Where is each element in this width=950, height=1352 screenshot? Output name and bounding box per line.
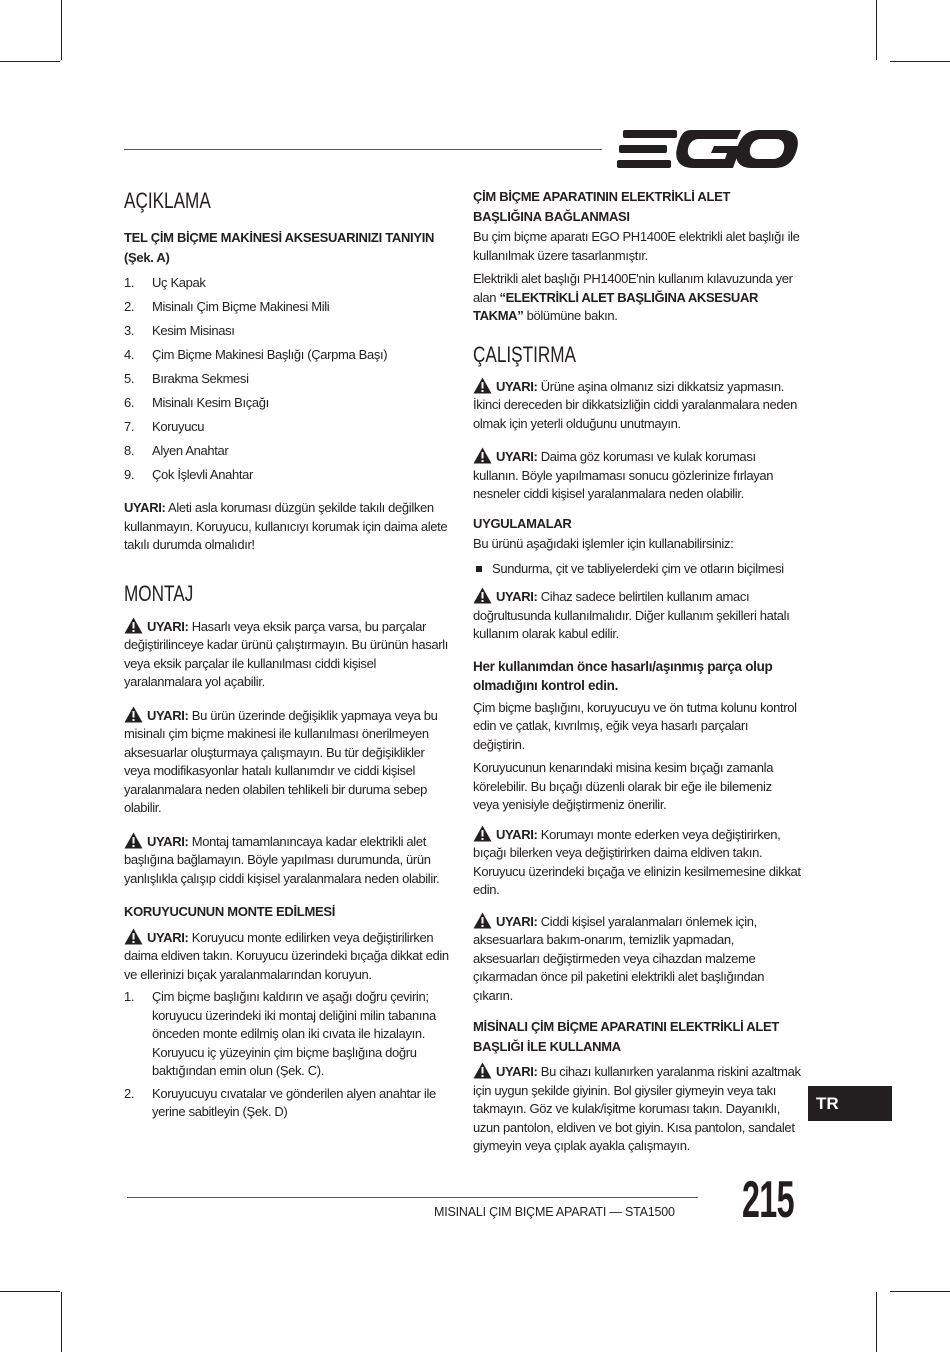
section-title-assembly: MONTAJ bbox=[124, 580, 194, 606]
section-title-description: AÇIKLAMA bbox=[124, 188, 211, 213]
parts-list-item-number: 7. bbox=[124, 419, 135, 434]
warning-text: Montaj tamamlanıncaya kadar elektrikli alet başlığına bağlamayın. Böyle yapılması durumunda, ürün yanlışlıkla çalışıp ciddi kişisel yaralanmalara neden olabilir. bbox=[124, 833, 440, 886]
parts-list-item-number: 9. bbox=[124, 467, 135, 482]
check-paragraph-2: Koruyucunun kenarındaki misina kesim bıçağı zamanla körelebilir. Bu bıçağı düzenli olarak bir eğe ile bilemeniz veya yenisiyle değiştirmeniz önerilir. bbox=[473, 760, 774, 812]
parts-list-item bbox=[124, 271, 450, 295]
parts-list-item-text: Çim Biçme Makinesi Başlığı (Çarpma Başı) bbox=[152, 347, 388, 362]
crop-mark bbox=[61, 0, 62, 60]
warning-label: UYARI: bbox=[147, 707, 189, 723]
parts-list-item-text: Bırakma Sekmesi bbox=[152, 371, 249, 386]
warning-label: UYARI: bbox=[147, 618, 189, 634]
warning-paragraph bbox=[473, 912, 801, 1006]
warning-text: Bu ürün üzerinde değişiklik yapmaya veya bu misinalı çim biçme makinesi ile kullanılması önerilmeyen aksesuarlar oluşturmaya çalışmayın. Bu tür değişiklikler veya modifikasyonlar hatalı kullanımdır ve ciddi kişisel yaralanmalara neden olabilen tehlikeli bir duruma sebep olabilir. bbox=[124, 707, 438, 815]
parts-list-item bbox=[124, 367, 450, 391]
parts-list-item-number: 2. bbox=[124, 299, 135, 314]
warning-label: UYARI: bbox=[124, 500, 166, 515]
crop-mark bbox=[876, 1292, 877, 1352]
connect-paragraph-2 bbox=[473, 270, 801, 326]
parts-list-item-number: 3. bbox=[124, 323, 135, 338]
warning-text: Koruyucu monte edilirken veya değiştirilirken daima eldiven takın. Koruyucu üzerindeki bıçağa dikkat edin ve ellerinizi bıçak yaralanmalarından koruyun. bbox=[124, 929, 449, 982]
connect-text: Elektrikli alet başlığı PH1400E'nin kullanım kılavuzunda yer alan bbox=[473, 271, 793, 305]
warning-label: UYARI: bbox=[496, 589, 538, 604]
parts-list-item-text: Çok İşlevli Anahtar bbox=[152, 467, 254, 482]
use-heading: MİSİNALI ÇİM BİÇME APARATINI ELEKTRİKLİ ALET BAŞLIĞI İLE KULLANMA bbox=[473, 1019, 780, 1054]
connect-paragraph-1: Bu çim biçme aparatı EGO PH1400E elektrikli alet başlığı ile kullanılmak üzere tasarlanmıştır. bbox=[473, 229, 800, 263]
parts-list-item-text: Alyen Anahtar bbox=[152, 443, 229, 458]
parts-list-item bbox=[124, 319, 450, 343]
parts-list-item bbox=[124, 343, 450, 367]
crop-mark bbox=[61, 1292, 62, 1352]
check-heading: Her kullanımdan önce hasarlı/aşınmış parça olup olmadığını kontrol edin. bbox=[473, 658, 773, 693]
crop-mark bbox=[0, 61, 60, 62]
warning-label: UYARI: bbox=[496, 913, 538, 929]
warning-paragraph bbox=[124, 928, 450, 985]
warning-triangle-icon bbox=[473, 377, 492, 394]
parts-list-item bbox=[124, 295, 450, 319]
parts-list-item bbox=[124, 415, 450, 439]
right-column bbox=[473, 187, 801, 1156]
warning-label: UYARI: bbox=[147, 833, 189, 849]
warning-label: UYARI: bbox=[496, 449, 538, 464]
check-paragraph-1: Çim biçme başlığını, koruyucuyu ve ön tutma kolunu kontrol edin ve çatlak, kıvrılmış, eğik veya hasarlı parçaları değiştirin. bbox=[473, 699, 797, 752]
connect-reference: “ELEKTRİKLİ ALET BAŞLIĞINA AKSESUAR TAKMA” bbox=[473, 289, 759, 323]
footer-rule bbox=[127, 1197, 698, 1198]
warning-paragraph bbox=[124, 617, 450, 692]
warning-triangle-icon bbox=[124, 617, 143, 634]
warning-text: Daima göz koruması ve kulak koruması kullanın. Böyle yapılmaması sonucu gözlerinize fırlayan nesneler ciddi kişisel yaralanmalara neden olabilir. bbox=[473, 449, 774, 501]
parts-list-item bbox=[124, 463, 450, 487]
crop-mark bbox=[876, 0, 877, 60]
crop-mark bbox=[890, 61, 950, 62]
parts-list-item-number: 1. bbox=[124, 275, 135, 290]
language-tab: TR bbox=[808, 1086, 892, 1121]
warning-label: UYARI: bbox=[496, 378, 538, 394]
header-rule bbox=[124, 149, 602, 150]
warning-text: Korumayı monte ederken veya değiştirirken, bıçağı bilerken veya değiştirirken daima eldiven takın. Koruyucu üzerindeki bıçağa ve elinizin kesilmemesine dikkat edin. bbox=[473, 826, 801, 897]
parts-list-item bbox=[124, 391, 450, 415]
page-number: 215 bbox=[742, 1171, 794, 1229]
step-item-number: 2. bbox=[124, 1085, 135, 1101]
parts-list-item-number: 6. bbox=[124, 395, 135, 410]
parts-list-item-number: 5. bbox=[124, 371, 135, 386]
warning-triangle-icon bbox=[473, 447, 492, 464]
parts-list-item-number: 4. bbox=[124, 347, 135, 362]
applications-item-text: Sundurma, çit ve tabliyelerdeki çim ve otların biçilmesi bbox=[492, 560, 784, 576]
crop-mark bbox=[0, 1291, 60, 1292]
left-column bbox=[124, 186, 450, 1122]
guard-steps-list bbox=[124, 988, 450, 1122]
warning-text: Cihaz sadece belirtilen kullanım amacı doğrultusunda kullanılmalıdır. Diğer kullanım şekilleri hatalı kullanım olarak kabul edilir. bbox=[473, 589, 790, 641]
applications-item bbox=[473, 560, 801, 579]
applications-intro: Bu ürünü aşağıdaki işlemler için kullanabilirsiniz: bbox=[473, 536, 734, 551]
warning-text: Ürüne aşina olmanız sizi dikkatsiz yapmasın. İkinci dereceden bir dikkatsizliğin ciddi yaralanmalara neden olmak için yeterli olduğunu unutmayın. bbox=[473, 378, 798, 431]
warning-triangle-icon bbox=[124, 706, 143, 723]
warning-triangle-icon bbox=[124, 928, 143, 945]
parts-list-item-text: Kesim Misinası bbox=[152, 323, 235, 338]
connect-text: bölümüne bakın. bbox=[523, 308, 618, 323]
bullet-icon bbox=[476, 566, 482, 572]
parts-heading: TEL ÇİM BİÇME MAKİNESİ AKSESUARINIZI TANIYIN (Şek. A) bbox=[124, 230, 435, 265]
parts-list-item-text: Misinalı Çim Biçme Makinesi Mili bbox=[152, 299, 330, 314]
warning-paragraph bbox=[473, 447, 801, 504]
connect-heading: ÇİM BİÇME APARATININ ELEKTRİKLİ ALET BAŞLIĞINA BAĞLANMASI bbox=[473, 189, 731, 224]
warning-paragraph bbox=[473, 1062, 801, 1156]
ego-logo bbox=[617, 128, 799, 170]
warning-paragraph bbox=[124, 706, 450, 818]
warning-triangle-icon bbox=[473, 587, 492, 604]
warning-label: UYARI: bbox=[496, 1064, 538, 1079]
warning-paragraph bbox=[124, 832, 450, 889]
warning-label: UYARI: bbox=[496, 826, 538, 842]
step-item bbox=[124, 1085, 450, 1122]
parts-list bbox=[124, 271, 450, 487]
step-item-text: Çim biçme başlığını kaldırın ve aşağı doğru çevirin; koruyucu üzerindeki iki montaj deliğini milin tabanına önceden monte edilmiş olan iki cıvata ile hizalayın. Koruyucu iç yüzeyinin çim biçme başlığına doğru baktığından emin olun (Şek. C). bbox=[152, 989, 436, 1078]
crop-mark bbox=[890, 1291, 950, 1292]
warning-text: Aleti asla koruması düzgün şekilde takılı değilken kullanmayın. Koruyucu, kullanıcıyı korumak için daima alete takılı durumda olmalıdır! bbox=[124, 500, 448, 552]
warning-triangle-icon bbox=[473, 1062, 492, 1079]
guard-heading: KORUYUCUNUN MONTE EDİLMESİ bbox=[124, 904, 336, 919]
step-item-text: Koruyucuyu cıvatalar ve gönderilen alyen anahtar ile yerine sabitleyin (Şek. D) bbox=[152, 1085, 436, 1119]
warning-paragraph bbox=[473, 825, 801, 900]
parts-list-item bbox=[124, 439, 450, 463]
step-item-number: 1. bbox=[124, 989, 135, 1004]
applications-heading: UYGULAMALAR bbox=[473, 515, 572, 531]
parts-list-item-text: Koruyucu bbox=[152, 419, 205, 434]
step-item bbox=[124, 988, 450, 1081]
warning-label: UYARI: bbox=[147, 929, 189, 945]
warning-text: Bu cihazı kullanırken yaralanma riskini azaltmak için uygun şekilde giyinin. Bol giysiler giymeyin veya takı takmayın. Göz ve kulak/işitme koruması takın. Dayanıklı, uzun pantolon, eldiven ve bot giyin. Kısa pantolon, sandalet giymeyin veya çıplak ayakla çalışmayın. bbox=[473, 1064, 801, 1153]
warning-text: Hasarlı veya eksik parça varsa, bu parçalar değiştirilinceye kadar ürünü çalıştırmayın. Bu ürünün hasarlı veya eksik parçalar ile kullanılması ciddi kişisel yaralanmalara yol açabilir. bbox=[124, 618, 449, 689]
warning-triangle-icon bbox=[473, 912, 492, 929]
warning-paragraph bbox=[473, 377, 801, 434]
section-title-operation: ÇALIŞTIRMA bbox=[473, 341, 576, 367]
warning-triangle-icon bbox=[124, 832, 143, 849]
warning-paragraph bbox=[473, 587, 801, 644]
warning-text: Ciddi kişisel yaralanmaları önlemek için, aksesuarlara bakım-onarım, temizlik yapmadan, aksesuarları değiştirmeden veya cihazdan malzeme çıkarmadan önce pil paketini elektrikli alet başlığından çıkarın. bbox=[473, 913, 765, 1003]
warning-triangle-icon bbox=[473, 825, 492, 842]
footer-title: MISINALI ÇIM BIÇME APARATI — STA1500 bbox=[434, 1205, 675, 1219]
parts-list-item-number: 8. bbox=[124, 443, 135, 458]
parts-list-item-text: Uç Kapak bbox=[152, 275, 206, 290]
guard-warning bbox=[124, 499, 450, 555]
parts-list-item-text: Misinalı Kesim Bıçağı bbox=[152, 395, 269, 410]
